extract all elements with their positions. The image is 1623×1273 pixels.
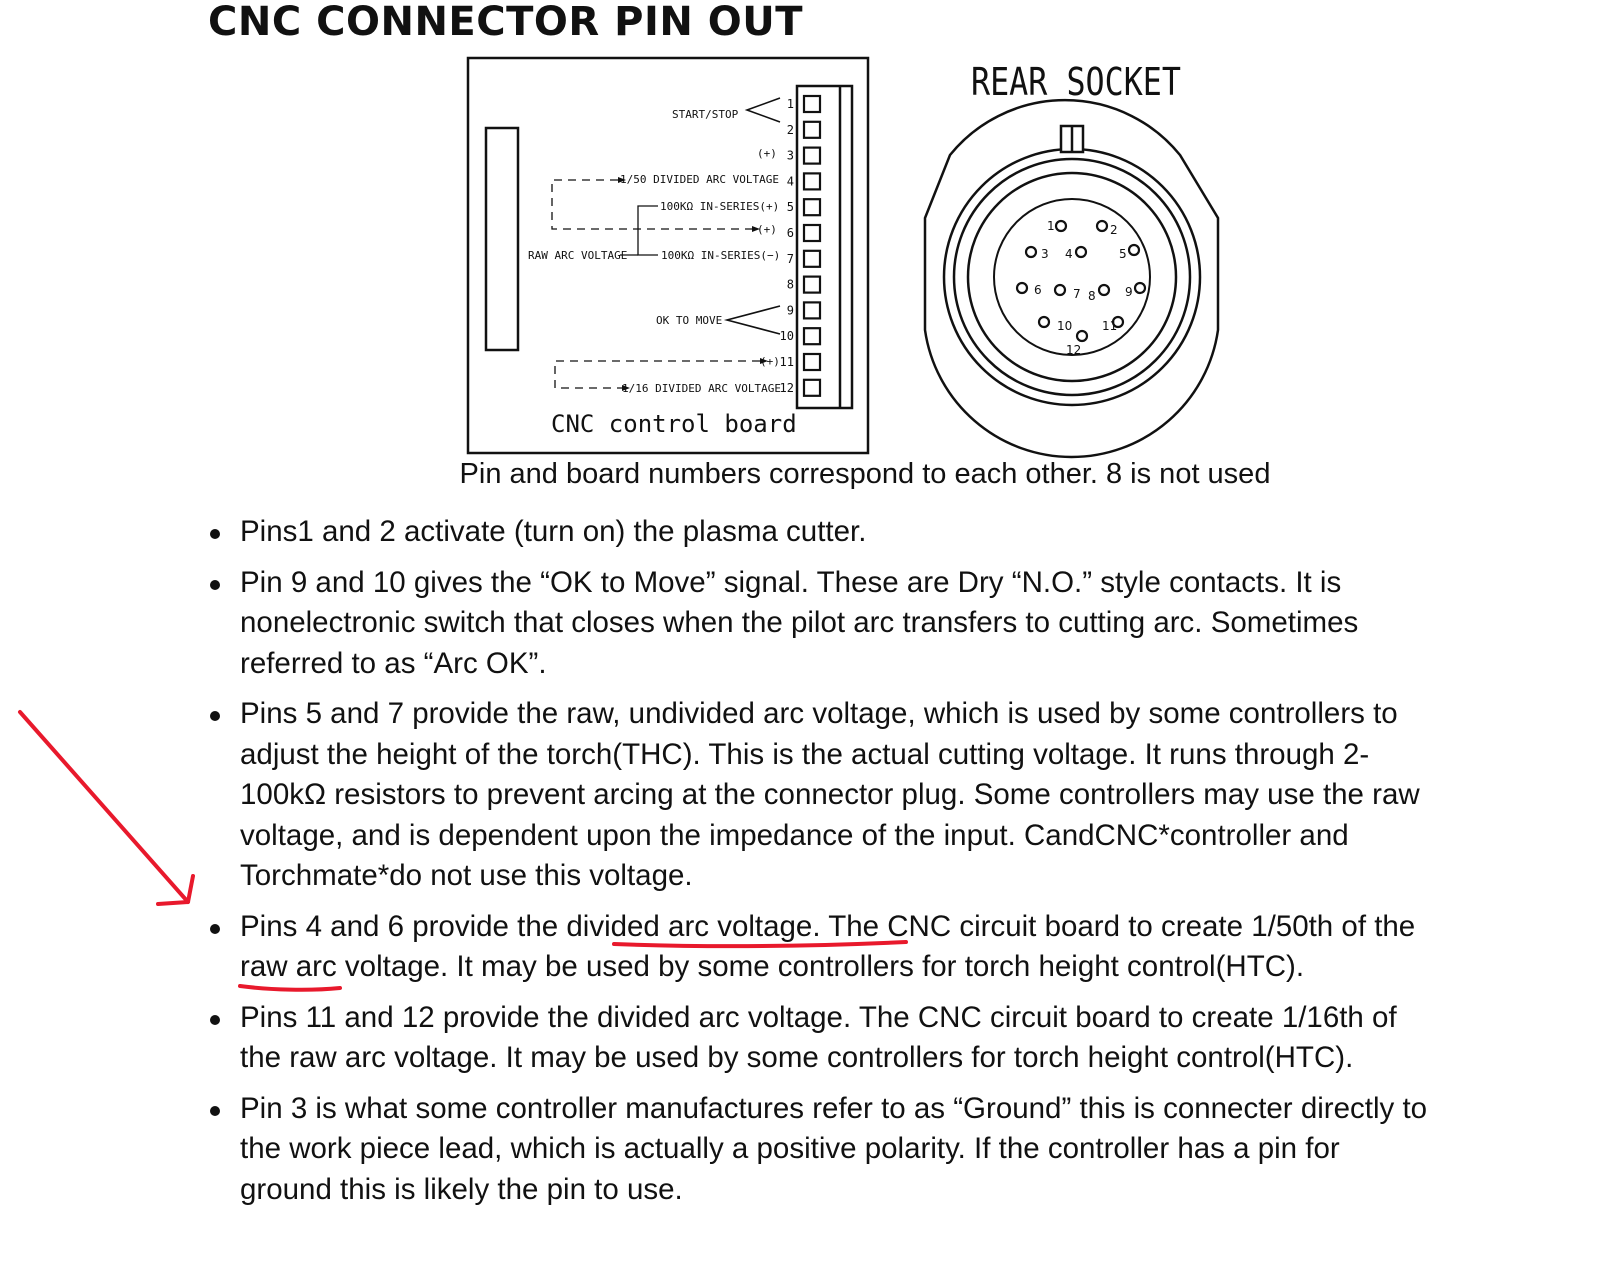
terminal-2	[804, 122, 820, 138]
board-pin-number: 4	[786, 174, 794, 189]
list-item: Pins 5 and 7 provide the raw, undivided arc voltage, which is used by some controllers to adjust the height of the torch(THC). This is the actual cutting voltage. It runs through 2-100kΩ resistors to prevent arcing at the connector plug. Some controllers may use the raw voltage, and is dependent upon the impedance of the input. CandCNC*controller and Torchmate*do not use this voltage.	[208, 694, 1438, 897]
socket-body	[925, 100, 1218, 457]
socket-pin-number: 9	[1125, 285, 1133, 299]
list-item: Pins 11 and 12 provide the divided arc voltage. The CNC circuit board to create 1/16th of the raw arc voltage. It may be used by some controllers for torch height control(HTC).	[208, 998, 1438, 1079]
page-title: CNC CONNECTOR PIN OUT	[208, 0, 803, 45]
socket-pin-number: 11	[1102, 319, 1118, 333]
socket-pin-number: 3	[1041, 247, 1049, 261]
socket-pin-number: 4	[1065, 247, 1073, 261]
socket-pin-3	[1026, 247, 1036, 257]
terminal-11	[804, 354, 820, 370]
socket-pin-2	[1097, 221, 1107, 231]
socket-pin-12	[1077, 331, 1087, 341]
board-pin-number: 6	[786, 226, 794, 240]
board-pin-number: 3	[786, 148, 794, 163]
socket-pin-9	[1135, 283, 1145, 293]
socket-pin-8	[1099, 285, 1109, 295]
pin11-plus-label: (+)	[760, 355, 780, 368]
terminal-1	[804, 96, 820, 112]
board-pin-number: 7	[786, 251, 794, 266]
pin6-plus-label: (+)	[757, 223, 777, 236]
pin3-plus-label: (+)	[757, 147, 777, 160]
board-pin-number: 10	[779, 329, 794, 344]
terminal-9	[804, 302, 820, 318]
socket-pin-7	[1055, 285, 1065, 295]
figure-caption: Pin and board numbers correspond to each other. 8 is not used	[459, 458, 1271, 490]
terminal-squares	[804, 96, 820, 396]
board-pin-number: 9	[786, 303, 794, 318]
list-item: Pins1 and 2 activate (turn on) the plasma cutter.	[208, 512, 1438, 553]
annotation-arrow	[20, 712, 188, 902]
board-pin-number: 5	[786, 200, 794, 215]
socket-pin-number: 8	[1088, 289, 1096, 303]
terminal-8	[804, 277, 820, 293]
socket-pin-number: 7	[1073, 287, 1081, 301]
annotation-arrow-head	[158, 876, 193, 904]
terminal-block	[797, 86, 852, 408]
list-item: Pin 3 is what some controller manufactures refer to as “Ground” this is connecter directly to the work piece lead, which is actually a positive polarity. If the controller has a pin for ground this is likely the pin to use.	[208, 1089, 1438, 1211]
series-minus-label: 100KΩ IN-SERIES(−)	[661, 249, 781, 262]
socket-pin-number: 2	[1110, 223, 1118, 237]
board-pin-numbers	[780, 97, 794, 395]
socket-pin-1	[1056, 221, 1066, 231]
socket-pin-4	[1076, 247, 1086, 257]
board-pin-number: 1	[786, 97, 794, 111]
div16-label: 1/16 DIVIDED ARC VOLTAGE	[622, 382, 781, 395]
board-pin-number: 8	[786, 277, 794, 292]
terminal-3	[804, 148, 820, 164]
socket-pin-number: 6	[1034, 283, 1042, 297]
terminal-7	[804, 251, 820, 267]
socket-pin-6	[1017, 283, 1027, 293]
board-pin-number: 11	[779, 355, 794, 369]
series-plus-label: 100KΩ IN-SERIES(+)	[660, 200, 780, 213]
socket-pin-number: 10	[1057, 319, 1073, 333]
board-pin-number: 2	[786, 122, 794, 137]
board-pin-number: 12	[779, 380, 794, 395]
list-item: Pin 9 and 10 gives the “OK to Move” signal. These are Dry “N.O.” style contacts. It is nonelectronic switch that closes when the pilot arc transfers to cutting arc. Sometimes referred to as “Arc OK”.	[208, 563, 1438, 685]
ok-to-move-label: OK TO MOVE	[656, 314, 723, 327]
terminal-10	[804, 328, 820, 344]
terminal-12	[804, 380, 820, 396]
socket-pins	[1017, 219, 1145, 357]
board-label: CNC control board	[551, 410, 797, 438]
socket-label: REAR SOCKET	[971, 60, 1181, 104]
board-slot	[486, 128, 518, 350]
socket-pin-number: 1	[1047, 219, 1055, 233]
pinout-figure	[0, 0, 1623, 460]
raw-arc-label: RAW ARC VOLTAGE	[528, 249, 628, 262]
terminal-4	[804, 173, 820, 189]
start-stop-label: START/STOP	[672, 108, 739, 121]
terminal-6	[804, 225, 820, 241]
terminal-5	[804, 199, 820, 215]
socket-pin-10	[1039, 317, 1049, 327]
socket-pin-number: 5	[1119, 247, 1127, 261]
pin-description-list	[208, 512, 1438, 1220]
list-item: Pins 4 and 6 provide the divided arc voltage. The CNC circuit board to create 1/50th of the raw arc voltage. It may be used by some controllers for torch height control(HTC).	[208, 907, 1438, 988]
socket-pin-number: 12	[1066, 343, 1082, 357]
socket-pin-5	[1129, 245, 1139, 255]
div50-label: 1/50 DIVIDED ARC VOLTAGE	[620, 173, 779, 186]
